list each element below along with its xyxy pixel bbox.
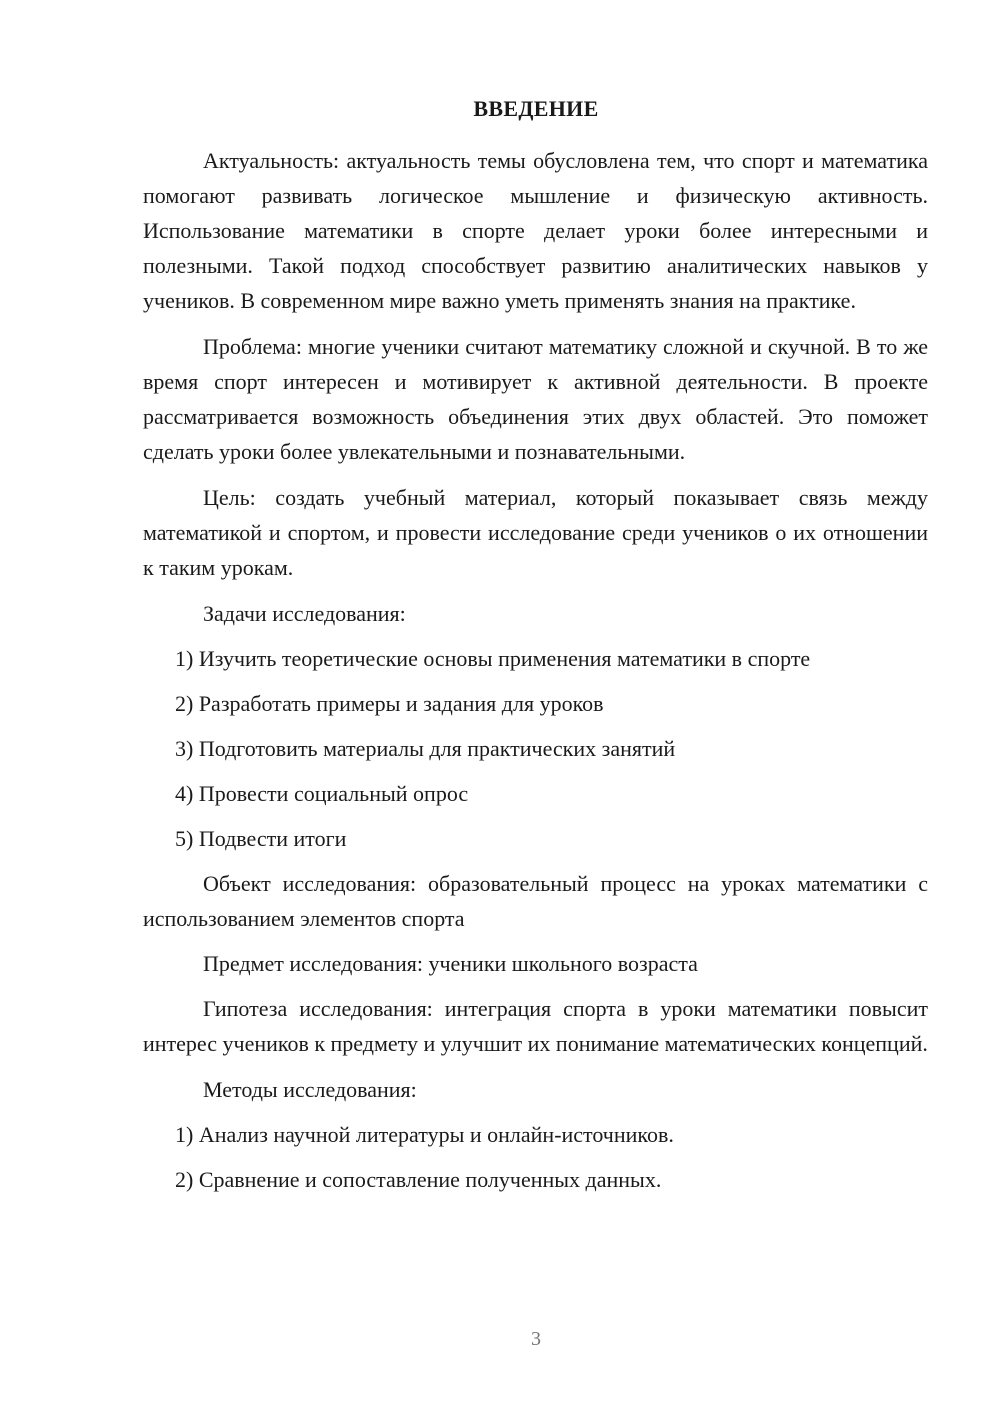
methods-list <box>143 1117 928 1197</box>
paragraph-problem: Проблема: многие ученики считают математику сложной и скучной. В то же время спорт интересен и мотивирует к активной деятельности. В проекте рассматривается возможность объединения этих двух областей. Это поможет сделать уроки более увлекательными и познавательными. <box>143 334 928 464</box>
paragraph-goal: Цель: создать учебный материал, который показывает связь между математикой и спортом, и провести исследование среди учеников о их отношении к таким урокам. <box>143 485 928 580</box>
page-number: 3 <box>531 1328 541 1350</box>
paragraph-relevance: Актуальность: актуальность темы обусловлена тем, что спорт и математика помогают развивать логическое мышление и физическую активность. Использование математики в спорте делает уроки более интересными и полезными. Такой подход способствует развитию аналитических навыков у учеников. В современном мире важно уметь применять знания на практике. <box>143 148 928 313</box>
document-body <box>143 143 928 1197</box>
tasks-list <box>143 641 928 856</box>
page-title: ВВЕДЕНИЕ <box>473 96 599 121</box>
list-item: 4) Провести социальный опрос <box>175 781 469 806</box>
list-item: 2) Сравнение и сопоставление полученных данных. <box>175 1167 662 1192</box>
list-item: 3) Подготовить материалы для практических занятий <box>175 736 676 761</box>
list-item: 1) Изучить теоретические основы применения математики в спорте <box>175 646 811 671</box>
list-item: 2) Разработать примеры и задания для уроков <box>175 691 604 716</box>
list-item: 5) Подвести итоги <box>175 826 347 851</box>
list-item: 1) Анализ научной литературы и онлайн-источников. <box>175 1122 674 1147</box>
paragraph-subject: Предмет исследования: ученики школьного возраста <box>203 951 698 976</box>
paragraph-object: Объект исследования: образовательный процесс на уроках математики с использованием элементов спорта <box>143 871 928 931</box>
methods-heading: Методы исследования: <box>203 1077 417 1102</box>
paragraph-hypothesis: Гипотеза исследования: интеграция спорта в уроки математики повысит интерес учеников к предмету и улучшит их понимание математических концепций. <box>143 996 928 1056</box>
tasks-heading: Задачи исследования: <box>203 601 406 626</box>
